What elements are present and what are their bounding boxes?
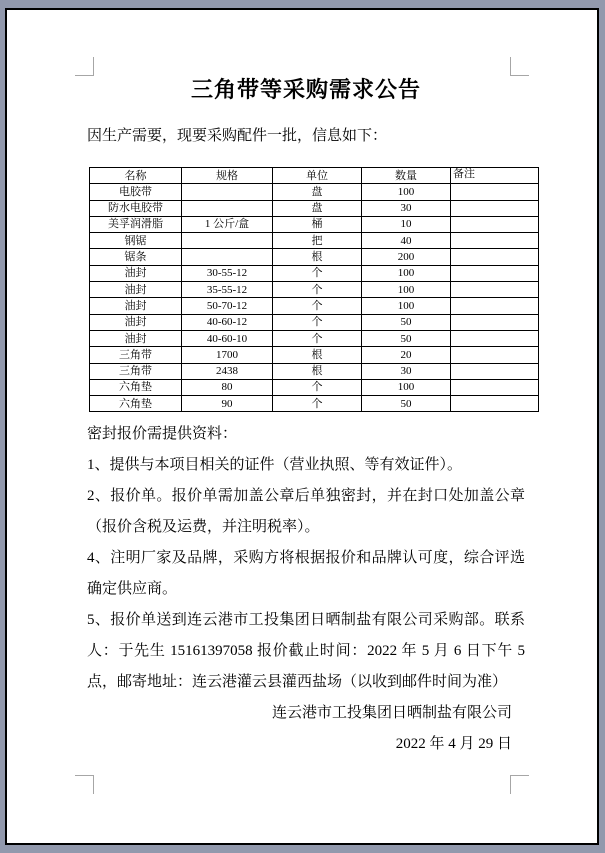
signature-company: 连云港市工投集团日晒制盐有限公司	[271, 705, 512, 722]
table-cell: 油封	[90, 282, 182, 298]
table-cell: 40-60-12	[182, 314, 273, 330]
table-cell: 100	[362, 265, 451, 281]
table-cell: 90	[182, 396, 273, 412]
table-cell: 个	[273, 330, 362, 346]
table-cell: 个	[273, 379, 362, 395]
note-paragraph: 密封报价需提供资料：	[87, 426, 238, 443]
table-cell: 油封	[90, 298, 182, 314]
table-cell: 油封	[90, 314, 182, 330]
table-row	[90, 249, 539, 265]
table-cell: 美孚润滑脂	[90, 216, 182, 232]
table-cell	[451, 330, 539, 346]
table-cell: 盘	[273, 200, 362, 216]
note-paragraph: 2、报价单。报价单需加盖公章后单独密封，并在封口处加盖公章（报价含税及运费，并注明税率）。	[87, 488, 525, 536]
table-cell: 六角垫	[90, 379, 182, 395]
table-header-row	[90, 168, 539, 184]
table-cell: 电胶带	[90, 184, 182, 200]
table-cell	[451, 347, 539, 363]
document-title: 三角带等采购需求公告	[190, 77, 421, 102]
table-row	[90, 396, 539, 412]
table-row	[90, 200, 539, 216]
signature-block	[87, 698, 525, 760]
table-cell: 20	[362, 347, 451, 363]
table-cell	[451, 363, 539, 379]
table-cell: 40-60-10	[182, 330, 273, 346]
table-cell: 100	[362, 379, 451, 395]
table-cell: 锯条	[90, 249, 182, 265]
table-cell	[451, 216, 539, 232]
column-header-quantity: 数量	[362, 168, 451, 184]
table-row	[90, 298, 539, 314]
table-cell: 六角垫	[90, 396, 182, 412]
table-cell: 200	[362, 249, 451, 265]
table-cell	[182, 200, 273, 216]
table-cell: 50	[362, 396, 451, 412]
table-row	[90, 184, 539, 200]
table-cell	[451, 379, 539, 395]
table-cell: 80	[182, 379, 273, 395]
table-cell: 三角带	[90, 347, 182, 363]
table-row	[90, 347, 539, 363]
table-cell: 30	[362, 363, 451, 379]
table-row	[90, 233, 539, 249]
table-cell: 100	[362, 298, 451, 314]
table-row	[90, 379, 539, 395]
table-cell: 桶	[273, 216, 362, 232]
note-paragraph: 5、报价单送到连云港市工投集团日晒制盐有限公司采购部。联系人：于先生 15161397058 报价截止时间：2022 年 5 月 6 日下午 5 点，邮寄地址：连云港灌云县灌西盐场（以收到邮件时间为准）	[87, 612, 525, 691]
table-cell	[451, 265, 539, 281]
table-cell: 个	[273, 265, 362, 281]
table-cell: 个	[273, 314, 362, 330]
table-cell: 50	[362, 314, 451, 330]
table-cell: 个	[273, 298, 362, 314]
items-table	[89, 167, 539, 412]
table-row	[90, 265, 539, 281]
table-row	[90, 330, 539, 346]
table-cell: 油封	[90, 265, 182, 281]
column-header-remark: 备注	[451, 168, 539, 184]
table-cell: 根	[273, 347, 362, 363]
table-cell: 个	[273, 396, 362, 412]
column-header-unit: 单位	[273, 168, 362, 184]
table-cell	[451, 282, 539, 298]
table-row	[90, 282, 539, 298]
table-cell: 防水电胶带	[90, 200, 182, 216]
table-cell: 1700	[182, 347, 273, 363]
table-cell: 10	[362, 216, 451, 232]
page-content	[87, 76, 525, 760]
table-cell	[451, 396, 539, 412]
table-cell: 30-55-12	[182, 265, 273, 281]
table-cell: 把	[273, 233, 362, 249]
table-cell: 30	[362, 200, 451, 216]
table-cell: 油封	[90, 330, 182, 346]
table-cell: 35-55-12	[182, 282, 273, 298]
table-cell	[451, 200, 539, 216]
table-cell: 钢锯	[90, 233, 182, 249]
table-cell	[451, 314, 539, 330]
table-cell: 盘	[273, 184, 362, 200]
margin-crop-mark-bottom-left	[75, 775, 94, 794]
table-cell: 50-70-12	[182, 298, 273, 314]
table-cell	[451, 298, 539, 314]
table-cell: 100	[362, 282, 451, 298]
table-cell: 根	[273, 363, 362, 379]
items-table-body	[90, 184, 539, 412]
note-paragraph: 4、注明厂家及品牌，采购方将根据报价和品牌认可度，综合评选确定供应商。	[87, 550, 525, 598]
notes-section	[87, 419, 525, 698]
intro-paragraph: 因生产需要，现要采购配件一批，信息如下：	[87, 128, 388, 144]
table-row	[90, 363, 539, 379]
margin-crop-mark-top-left	[75, 57, 94, 76]
table-cell: 40	[362, 233, 451, 249]
table-cell: 三角带	[90, 363, 182, 379]
margin-crop-mark-bottom-right	[510, 775, 529, 794]
margin-crop-mark-top-right	[510, 57, 529, 76]
document-page	[5, 8, 599, 845]
table-row	[90, 314, 539, 330]
table-cell: 根	[273, 249, 362, 265]
table-row	[90, 216, 539, 232]
column-header-name: 名称	[90, 168, 182, 184]
table-cell	[182, 184, 273, 200]
table-cell	[451, 249, 539, 265]
table-cell	[451, 184, 539, 200]
column-header-spec: 规格	[182, 168, 273, 184]
note-paragraph: 1、提供与本项目相关的证件（营业执照、等有效证件）。	[87, 457, 463, 474]
table-cell	[451, 233, 539, 249]
table-cell: 50	[362, 330, 451, 346]
table-cell	[182, 233, 273, 249]
table-cell: 2438	[182, 363, 273, 379]
table-cell: 1 公斤/盒	[182, 216, 273, 232]
table-cell: 100	[362, 184, 451, 200]
table-cell: 个	[273, 282, 362, 298]
table-cell	[182, 249, 273, 265]
signature-date: 2022 年 4 月 29 日	[395, 736, 512, 753]
